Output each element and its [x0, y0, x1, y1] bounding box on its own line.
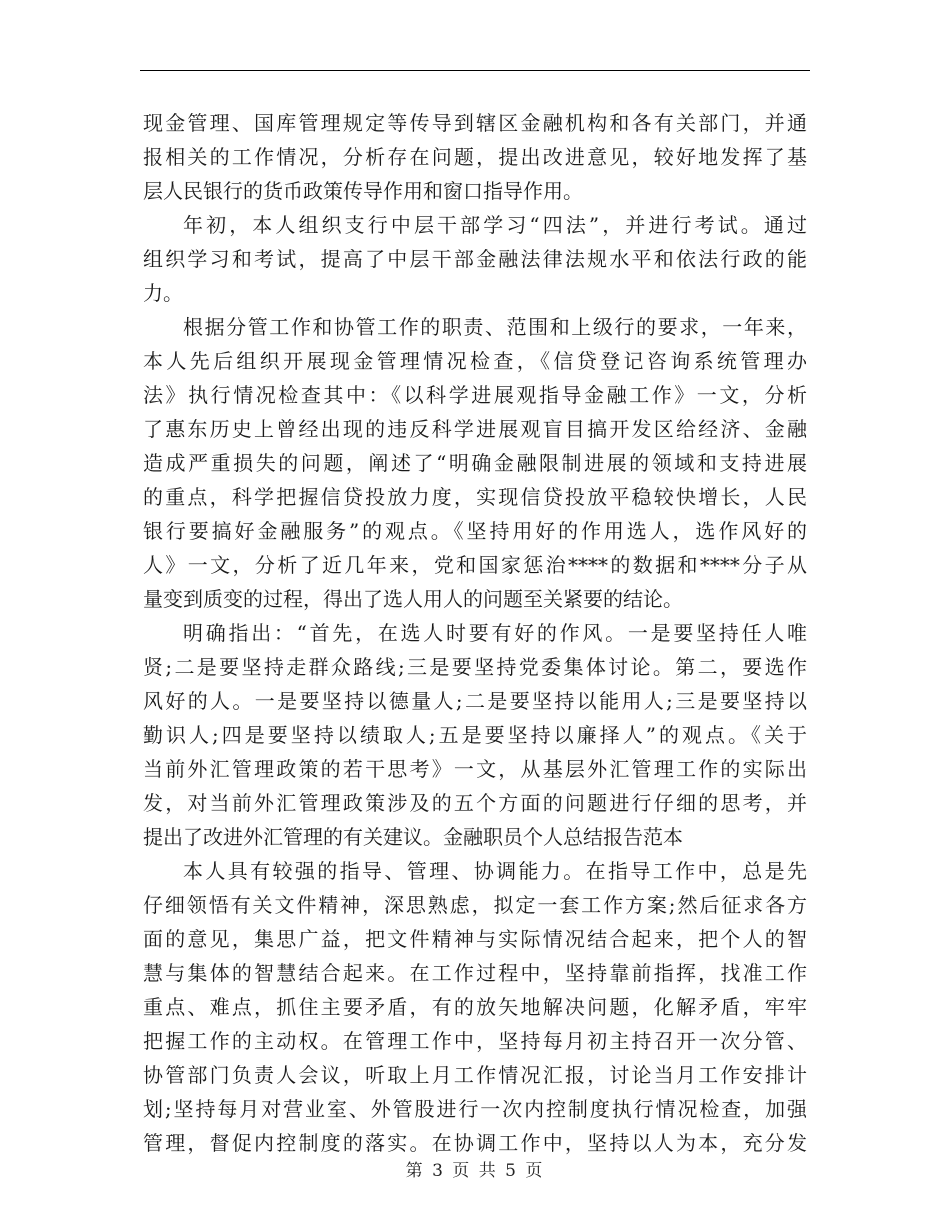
text-line: 的重点，科学把握信贷投放力度，实现信贷投放平稳较快增长，人民	[143, 485, 807, 509]
text-line: 造成严重损失的问题，阐述了“明确金融限制进展的领域和支持进展	[143, 451, 807, 475]
text-line: 银行要搞好金融服务”的观点。《坚持用好的作用选人，选作风好的	[143, 519, 807, 543]
text-line: 组织学习和考试，提高了中层干部金融法律法规水平和依法行政的能	[143, 247, 807, 271]
text-line: 根据分管工作和协管工作的职责、范围和上级行的要求，一年来，	[183, 315, 807, 339]
text-line: 勤识人;四是要坚持以绩取人;五是要坚持以廉择人”的观点。《关于	[143, 723, 807, 747]
text-line: 重点、难点，抓住主要矛盾，有的放矢地解决问题，化解矛盾，牢牢	[143, 995, 807, 1019]
header-rule	[140, 70, 810, 71]
text-line: 法》执行情况检查其中：《以科学进展观指导金融工作》一文，分析	[143, 383, 807, 407]
text-line: 慧与集体的智慧结合起来。在工作过程中，坚持靠前指挥，找准工作	[143, 961, 807, 985]
text-line: 风好的人。一是要坚持以德量人;二是要坚持以能用人;三是要坚持以	[143, 689, 807, 713]
text-line: 仔细领悟有关文件精神，深思熟虑，拟定一套工作方案;然后征求各方	[143, 893, 807, 917]
document-body	[143, 106, 807, 1160]
paragraph	[143, 310, 807, 616]
text-line: 发，对当前外汇管理政策涉及的五个方面的问题进行仔细的思考，并	[143, 791, 807, 815]
text-line: 层人民银行的货币政策传导作用和窗口指导作用。	[143, 179, 583, 203]
text-line: 人》一文，分析了近几年来，党和国家惩治****的数据和****分子从	[143, 553, 807, 577]
text-line: 力。	[143, 281, 183, 305]
page-number: 第 3 页 共 5 页	[405, 1161, 545, 1181]
paragraph	[143, 616, 807, 854]
text-line: 管理，督促内控制度的落实。在协调工作中，坚持以人为本，充分发	[143, 1131, 807, 1155]
text-line: 现金管理、国库管理规定等传导到辖区金融机构和各有关部门，并通	[143, 111, 807, 135]
text-line: 提出了改进外汇管理的有关建议。金融职员个人总结报告范本	[143, 825, 683, 849]
text-line: 面的意见，集思广益，把文件精神与实际情况结合起来，把个人的智	[143, 927, 807, 951]
text-line: 当前外汇管理政策的若干思考》一文，从基层外汇管理工作的实际出	[143, 757, 807, 781]
paragraph	[143, 106, 807, 208]
text-line: 年初，本人组织支行中层干部学习“四法”，并进行考试。通过	[183, 213, 807, 237]
text-line: 明确指出：“首先，在选人时要有好的作风。一是要坚持任人唯	[183, 621, 807, 645]
text-line: 报相关的工作情况，分析存在问题，提出改进意见，较好地发挥了基	[143, 145, 807, 169]
text-line: 本人先后组织开展现金管理情况检查，《信贷登记咨询系统管理办	[143, 349, 807, 373]
text-line: 本人具有较强的指导、管理、协调能力。在指导工作中，总是先	[183, 859, 807, 883]
text-line: 协管部门负责人会议，听取上月工作情况汇报，讨论当月工作安排计	[143, 1063, 807, 1087]
text-line: 划;坚持每月对营业室、外管股进行一次内控制度执行情况检查，加强	[143, 1097, 807, 1121]
text-line: 贤;二是要坚持走群众路线;三是要坚持党委集体讨论。第二，要选作	[143, 655, 807, 679]
paragraph	[143, 854, 807, 1160]
text-line: 了惠东历史上曾经出现的违反科学进展观盲目搞开发区给经济、金融	[143, 417, 807, 441]
text-line: 量变到质变的过程，得出了选人用人的问题至关紧要的结论。	[143, 587, 683, 611]
text-line: 把握工作的主动权。在管理工作中，坚持每月初主持召开一次分管、	[143, 1029, 807, 1053]
paragraph	[143, 208, 807, 310]
